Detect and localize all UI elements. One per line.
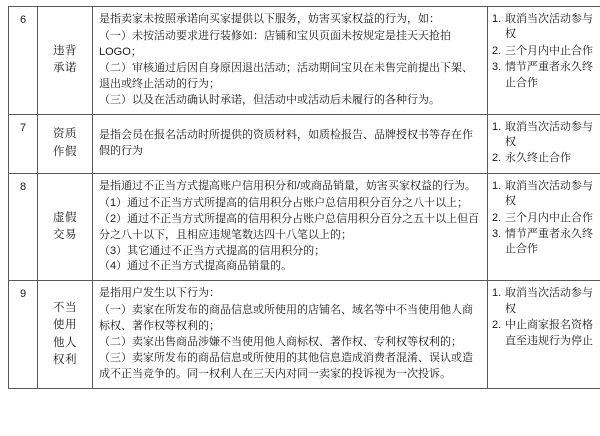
- violation-name-line: 违背: [42, 43, 88, 60]
- penalty-item: [492, 179, 598, 210]
- penalty-actions: [488, 281, 600, 389]
- table-row: [9, 281, 600, 389]
- violation-name-line: 承诺: [42, 60, 88, 77]
- penalty-index: 2.: [492, 44, 505, 59]
- violation-name: [38, 114, 93, 173]
- violation-name-line: 资质: [42, 126, 88, 143]
- penalty-text: 三个月内中止合作: [505, 211, 598, 226]
- penalty-item: [492, 211, 598, 226]
- table-row: [9, 173, 600, 281]
- penalty-text: 三个月内中止合作: [505, 44, 598, 59]
- description-line: （三）卖家所发布的商品信息或所使用的其他信息造成消费者混淆、误认或造成不正当竞争的。同一权利人在三天内对同一卖家的投诉视为一次投诉。: [99, 351, 481, 383]
- penalty-index: 1.: [492, 120, 505, 135]
- penalty-text: 取消当次活动参与权: [505, 120, 598, 151]
- penalty-item: [492, 151, 598, 166]
- violation-name-line: 作假: [42, 144, 88, 161]
- penalty-text: 取消当次活动参与权: [505, 286, 598, 317]
- description-line: 是指卖家未按照承诺向买家提供以下服务，妨害买家权益的行为，如：: [99, 12, 481, 28]
- penalty-actions: [488, 114, 600, 173]
- row-number: 9: [9, 281, 38, 389]
- penalty-item: [492, 120, 598, 151]
- penalty-actions: [488, 7, 600, 115]
- violation-description: [93, 173, 488, 281]
- penalty-text: 情节严重者永久终止合作: [505, 227, 598, 258]
- violation-name: [38, 173, 93, 281]
- penalty-index: 2.: [492, 318, 505, 333]
- row-number: 7: [9, 114, 38, 173]
- penalty-index: 1.: [492, 179, 505, 194]
- description-line: 是指用户发生以下行为：: [99, 286, 481, 302]
- penalty-index: 1.: [492, 286, 505, 301]
- table-body: [9, 7, 600, 389]
- description-line: （二）审核通过后因自身原因退出活动；活动期间宝贝在未售完前提出下架、退出或终止活动的行为；: [99, 61, 481, 93]
- description-line: （三）以及在活动确认时承诺，但活动中或活动后未履行的各种行为。: [99, 93, 481, 109]
- violation-name-line: 虚假: [42, 210, 88, 227]
- description-line: （3）其它通过不正当方式提高的信用积分的；: [99, 244, 481, 260]
- violation-description: [93, 114, 488, 173]
- table-row: [9, 114, 600, 173]
- description-line: 是指会员在报名活动时所提供的资质材料，如质检报告、品牌授权书等存在作假的行为: [99, 128, 481, 160]
- penalty-index: 1.: [492, 12, 505, 27]
- violation-name-line: 交易: [42, 227, 88, 244]
- penalty-text: 永久终止合作: [505, 151, 598, 166]
- violation-name: [38, 7, 93, 115]
- violation-description: [93, 7, 488, 115]
- penalty-item: [492, 44, 598, 59]
- violation-rules-table: [8, 6, 600, 389]
- penalty-item: [492, 286, 598, 317]
- description-line: （一）未按活动要求进行装修如：店铺和宝贝页面未按规定是挂天天抢拍LOGO；: [99, 29, 481, 61]
- table-row: [9, 7, 600, 115]
- description-line: （2）通过不正当方式所提高的信用积分占账户总信用积分百分之五十以上但百分之八十以下，且相应违规笔数达四十八笔以上的；: [99, 212, 481, 244]
- row-number: 8: [9, 173, 38, 281]
- penalty-item: [492, 227, 598, 258]
- penalty-index: 2.: [492, 211, 505, 226]
- description-line: （1）通过不正当方式所提高的信用积分占账户总信用积分百分之八十以上；: [99, 196, 481, 212]
- violation-name-line: 使用: [42, 317, 88, 334]
- violation-name: [38, 281, 93, 389]
- penalty-index: 2.: [492, 151, 505, 166]
- penalty-text: 取消当次活动参与权: [505, 179, 598, 210]
- violation-description: [93, 281, 488, 389]
- description-line: 是指通过不正当方式提高账户信用积分和/或商品销量，妨害买家权益的行为。: [99, 179, 481, 195]
- penalty-text: 中止商家报名资格直至违规行为停止: [505, 318, 598, 349]
- penalty-text: 取消当次活动参与权: [505, 12, 598, 43]
- penalty-item: [492, 12, 598, 43]
- violation-name-line: 权利: [42, 352, 88, 369]
- row-number: 6: [9, 7, 38, 115]
- penalty-index: 3.: [492, 60, 505, 75]
- description-line: （二）卖家出售商品涉嫌不当使用他人商标权、著作权、专利权等权利的；: [99, 335, 481, 351]
- penalty-item: [492, 318, 598, 349]
- description-line: （一）卖家在所发布的商品信息或所使用的店铺名、域名等中不当使用他人商标权、著作权等权利的；: [99, 303, 481, 335]
- penalty-actions: [488, 173, 600, 281]
- violation-name-line: 不当: [42, 300, 88, 317]
- penalty-index: 3.: [492, 227, 505, 242]
- violation-name-line: 他人: [42, 335, 88, 352]
- description-line: （4）通过不正当方式提高商品销量的。: [99, 259, 481, 275]
- penalty-item: [492, 60, 598, 91]
- penalty-text: 情节严重者永久终止合作: [505, 60, 598, 91]
